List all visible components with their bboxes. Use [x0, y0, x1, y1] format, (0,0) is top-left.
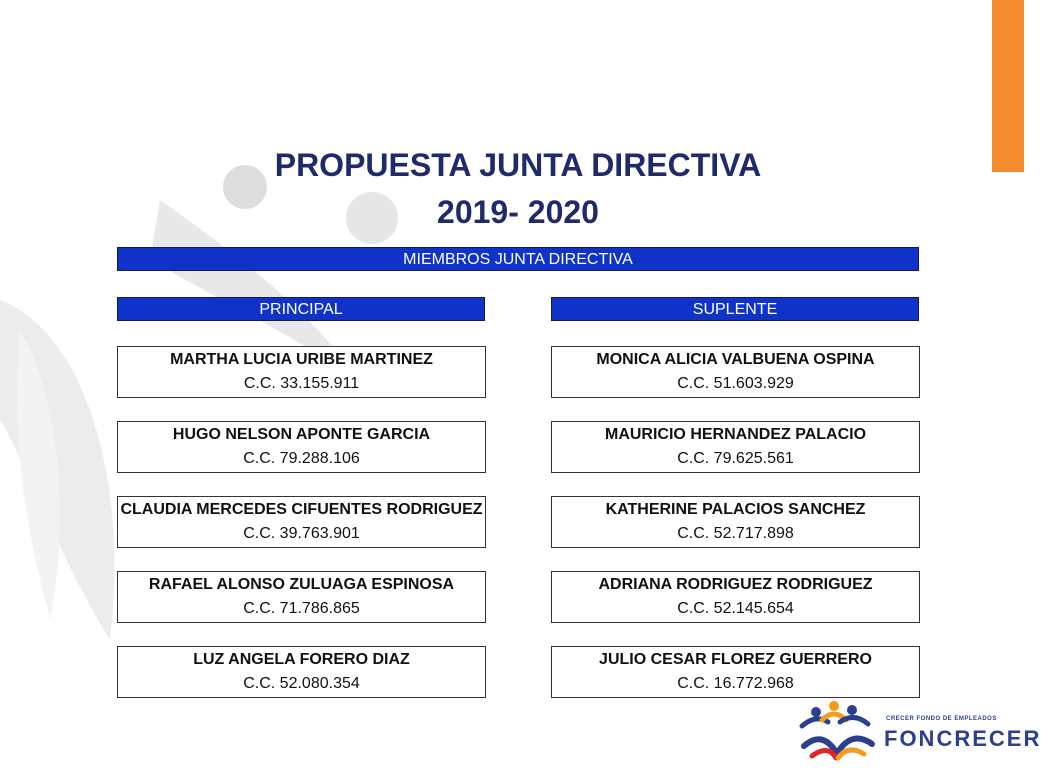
principal-member-card — [117, 571, 486, 623]
logo-wordmark: FONCRECER — [884, 726, 1041, 751]
member-id: C.C. 16.772.968 — [677, 675, 794, 692]
member-name: HUGO NELSON APONTE GARCIA — [172, 426, 431, 443]
principal-member-card — [117, 646, 486, 698]
foncrecer-logo — [792, 700, 1041, 764]
logo-leaf-stroke — [812, 750, 836, 758]
logo-person-head — [829, 701, 839, 711]
accent-bar — [992, 0, 1024, 172]
member-name: CLAUDIA MERCEDES CIFUENTES RODRIGUEZ — [120, 501, 483, 518]
suplente-member-card — [551, 646, 920, 698]
member-id: C.C. 71.786.865 — [243, 600, 360, 617]
member-name: JULIO CESAR FLOREZ GUERRERO — [599, 651, 872, 668]
member-name: MAURICIO HERNANDEZ PALACIO — [604, 426, 867, 443]
suplente-member-card — [551, 346, 920, 398]
member-id: C.C. 52.717.898 — [677, 525, 794, 542]
member-name: LUZ ANGELA FORERO DIAZ — [193, 651, 410, 668]
principal-column-header: PRINCIPAL — [117, 297, 485, 321]
member-id: C.C. 79.625.561 — [677, 450, 794, 467]
member-id: C.C. 39.763.901 — [243, 525, 360, 542]
logo-leaf-stroke — [838, 750, 864, 758]
principal-member-card — [117, 496, 486, 548]
member-id: C.C. 33.155.911 — [243, 375, 360, 392]
logo-person-head — [811, 707, 821, 717]
page-title: PROPUESTA JUNTA DIRECTIVA — [274, 147, 762, 183]
member-id: C.C. 52.080.354 — [243, 675, 360, 692]
logo-arm-stroke — [840, 717, 868, 724]
page-subtitle: 2019- 2020 — [437, 194, 599, 230]
member-name: KATHERINE PALACIOS SANCHEZ — [605, 501, 866, 518]
member-id: C.C. 52.145.654 — [677, 600, 794, 617]
logo-tagline: CRECER FONDO DE EMPLEADOS — [886, 716, 997, 722]
member-name: MONICA ALICIA VALBUENA OSPINA — [596, 351, 875, 368]
logo-people-icon — [792, 700, 882, 764]
suplente-column-header: SUPLENTE — [551, 297, 919, 321]
principal-member-card — [117, 346, 486, 398]
member-name: ADRIANA RODRIGUEZ RODRIGUEZ — [598, 576, 873, 593]
suplente-member-card — [551, 421, 920, 473]
members-header-band: MIEMBROS JUNTA DIRECTIVA — [117, 247, 919, 271]
member-id: C.C. 79.288.106 — [243, 450, 360, 467]
suplente-member-card — [551, 496, 920, 548]
member-name: RAFAEL ALONSO ZULUAGA ESPINOSA — [148, 576, 455, 593]
suplente-member-card — [551, 571, 920, 623]
member-id: C.C. 51.603.929 — [677, 375, 794, 392]
member-name: MARTHA LUCIA URIBE MARTINEZ — [170, 351, 433, 368]
principal-member-card — [117, 421, 486, 473]
logo-person-head — [847, 705, 857, 715]
